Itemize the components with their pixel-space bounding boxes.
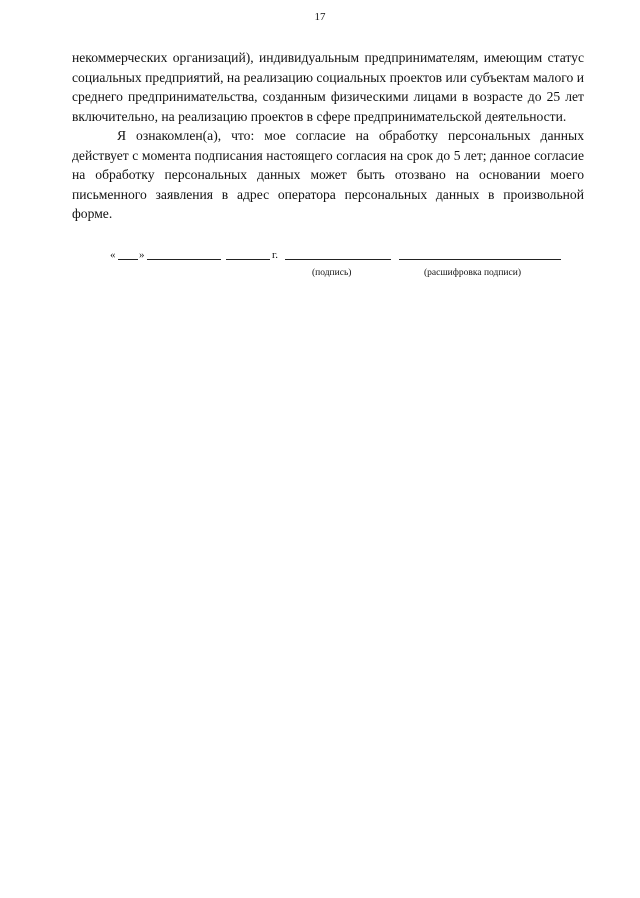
open-quote: « <box>110 249 116 261</box>
decryption-caption: (расшифровка подписи) <box>424 268 521 278</box>
day-blank <box>118 249 138 263</box>
signature-blank <box>285 249 391 263</box>
month-blank <box>147 249 221 263</box>
document-body <box>72 48 584 224</box>
signature-date-line <box>110 249 580 265</box>
year-blank <box>226 249 270 263</box>
paragraph-continuation: некоммерческих организаций), индивидуальным предпринимателям, имеющим статус социальных предприятий, на реализацию социальных проектов или субъектам малого и среднего предпринимательства, созданным физическими лицами в возрасте до 25 лет включительно, на реализацию проектов в сфере предпринимательской деятельности. <box>72 50 584 124</box>
decryption-blank <box>399 249 561 263</box>
signature-caption: (подпись) <box>312 268 352 278</box>
page-number: 17 <box>314 11 326 23</box>
close-quote: » <box>139 249 145 261</box>
paragraph-consent-notice: Я ознакомлен(а), что: мое согласие на обработку персональных данных действует с момента подписания настоящего согласия на срок до 5 лет; данное согласие на обработку персональных данных может быть отозвано на основании моего письменного заявления в адрес оператора персональных данных в произвольной форме. <box>72 128 584 221</box>
year-suffix: г. <box>272 249 279 261</box>
